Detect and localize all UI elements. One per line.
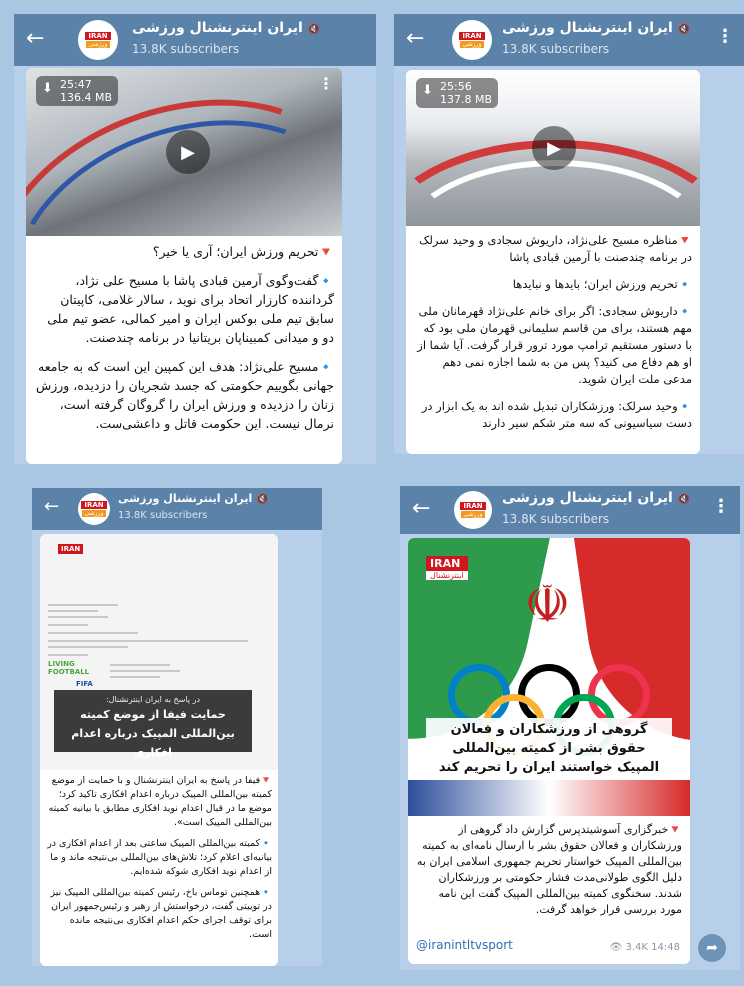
channel-title[interactable] <box>132 20 320 36</box>
channel-handle-link[interactable]: @iranintltvsport <box>416 938 513 952</box>
channel-avatar[interactable] <box>78 493 110 525</box>
mute-icon: 🔇 <box>677 494 691 505</box>
channel-avatar[interactable] <box>452 20 492 60</box>
message-paragraph: 🔹مسیح علی‌نژاد: هدف این کمپین این است که به جامعه جهانی بگوییم حکومتی که جسد شجریان را دزدیده، ورزش زنان را دزدیده و ورزش ایران را گروگان گرفته است، نرمال نیست. این حکومت قاتل و داعشی‌ست. <box>35 359 334 431</box>
message-paragraph: 🔹کمیته بین‌المللی المپیک ساعتی بعد از اعدام افکاری در بیانیه‌ای اعلام کرد؛ تلاش‌های بین‌المللی بی‌نتیجه ماند و ما از اعدام نوید افکاری شوکه شده‌ایم. <box>47 838 272 877</box>
download-icon[interactable]: ⬇ <box>42 81 53 96</box>
iran-logo-bottom: اینترنشنال <box>426 571 468 580</box>
doc-text-line <box>48 646 128 648</box>
olympic-news-image[interactable] <box>408 538 690 816</box>
back-arrow-icon[interactable]: ← <box>44 496 60 517</box>
doc-text-line <box>110 670 180 672</box>
panel-top-left <box>14 14 376 464</box>
video-duration: 25:56 <box>440 80 472 93</box>
video-size: 136.4 MB <box>60 91 113 104</box>
avatar-logo-text: IRAN <box>459 32 484 40</box>
channel-name: ایران اینترنشنال ورزشی <box>118 492 253 505</box>
banner-caption: در پاسخ به ایران اینترنشنال: <box>105 695 201 704</box>
video-size: 137.8 MB <box>440 93 493 106</box>
doc-text-line <box>110 676 160 678</box>
subscriber-count: 13.8K subscribers <box>118 510 208 521</box>
more-menu-icon[interactable]: ⋮ <box>716 26 734 47</box>
message-text <box>414 232 692 454</box>
chat-header <box>32 488 322 530</box>
message-paragraph: 🔻تحریم ورزش ایران؛ آری یا خیر؟ <box>152 244 334 259</box>
video-thumbnail[interactable] <box>406 70 700 226</box>
living-football-logo: LIVING FOOTBALL <box>48 660 90 676</box>
subscriber-count: 13.8K subscribers <box>132 42 240 56</box>
video-duration: 25:47 <box>60 78 92 91</box>
flag-white-band <box>408 780 690 816</box>
red-triangle-icon: 🔻 <box>677 233 692 247</box>
more-menu-icon[interactable]: ⋮ <box>712 496 730 517</box>
avatar-logo-subtext: ورزشی <box>461 511 486 518</box>
chat-header <box>400 486 740 534</box>
subscriber-count: 13.8K subscribers <box>502 42 610 56</box>
message-card <box>26 68 342 464</box>
avatar-logo-text: IRAN <box>81 501 106 509</box>
download-icon[interactable]: ⬇ <box>422 83 433 98</box>
chat-header <box>14 14 376 66</box>
doc-logo: IRAN <box>58 544 83 554</box>
avatar-logo-subtext: ورزشی <box>86 41 111 48</box>
channel-avatar[interactable] <box>78 20 118 60</box>
channel-title[interactable] <box>502 490 690 506</box>
doc-text-line <box>48 616 108 618</box>
blue-diamond-icon: 🔹 <box>260 887 272 898</box>
emblem-icon: ☫ <box>524 575 571 635</box>
doc-text-line <box>48 632 138 634</box>
image-headline: گروهی از ورزشکاران و فعالان حقوق بشر از کمیته بین‌المللی المپیک خواستند ایران را تحریم کند <box>426 718 672 779</box>
chat-header <box>394 14 744 66</box>
message-paragraph: 🔹همچنین توماس باخ، رئیس کمیته بین‌المللی المپیک نیز در توییتی گفت، درخواستش از رهبر و رئیس‌جمهور ایران برای توقف اجرای حکم اعدام افکاری بی‌نتیجه مانده است. <box>50 887 272 940</box>
back-arrow-icon[interactable]: ← <box>412 496 431 521</box>
doc-text-line <box>48 610 98 612</box>
blue-diamond-icon: 🔹 <box>260 838 272 849</box>
doc-banner <box>54 690 252 759</box>
blue-diamond-icon: 🔹 <box>677 304 692 318</box>
message-text <box>34 242 334 464</box>
iran-logo-top: IRAN <box>426 556 468 571</box>
video-thumbnail[interactable] <box>26 68 342 236</box>
doc-text-line <box>48 640 248 642</box>
panel-top-right <box>394 14 744 454</box>
doc-text-line <box>48 624 88 626</box>
message-card <box>406 70 700 454</box>
message-text <box>46 774 272 966</box>
channel-avatar[interactable] <box>454 491 492 529</box>
doc-text-line <box>48 654 88 656</box>
avatar-logo-subtext: ورزشی <box>82 510 107 517</box>
blue-diamond-icon: 🔹 <box>318 359 334 374</box>
red-triangle-icon: 🔻 <box>318 244 334 259</box>
play-icon[interactable]: ▶ <box>166 130 210 174</box>
message-paragraph: 🔹گفت‌وگوی آرمین قبادی پاشا با مسیح علی نژاد، گرداننده کارزار اتحاد برای نوید ، سالار غلامی، کاپیتان سابق تیم ملی بوکس ایران و امیر کمالی، عضو تیم ملی دو و میدانی کمبیناپان بریتانیا در برنامه چندصنت. <box>47 273 334 345</box>
channel-title[interactable] <box>502 20 690 36</box>
avatar-logo-subtext: ورزشی <box>460 41 485 48</box>
back-arrow-icon[interactable]: ← <box>26 26 45 51</box>
message-paragraph: 🔻خبرگزاری آسوشیتدپرس گزارش داد گروهی از ورزشکاران و فعالان حقوق بشر با ارسال نامه‌ای به کمیته بین‌المللی المپیک خواستار تحریم جمهوری اسلامی ایران به دلیل الگوی طولانی‌مدت فشار حکومتی بر ورزشکاران شدند. سخنگوی کمیته بین‌المللی المپیک گفت این نامه مورد بررسی قرار خواهد گرفت. <box>416 823 682 916</box>
doc-text-line <box>110 664 170 666</box>
video-menu-icon[interactable]: ⋮ <box>318 74 334 93</box>
blue-diamond-icon: 🔹 <box>677 277 692 291</box>
message-paragraph: 🔹وحید سرلک: ورزشکاران تبدیل شده اند به یک ابزار در دست سیاسیونی که سه متر شکم سیر دارند <box>421 399 692 430</box>
red-triangle-icon: 🔻 <box>668 823 682 836</box>
back-arrow-icon[interactable]: ← <box>406 26 425 51</box>
subscriber-count: 13.8K subscribers <box>502 512 610 526</box>
iran-logo <box>426 556 468 580</box>
doc-text-line <box>48 604 118 606</box>
message-meta <box>610 942 680 953</box>
message-card <box>408 538 690 964</box>
document-image[interactable] <box>40 534 278 770</box>
forward-icon[interactable]: ➦ <box>698 934 726 962</box>
mute-icon: 🔇 <box>677 24 691 35</box>
message-text <box>416 822 682 932</box>
red-triangle-icon: 🔻 <box>260 775 272 786</box>
video-info-badge[interactable] <box>416 78 498 108</box>
blue-diamond-icon: 🔹 <box>318 273 334 288</box>
mute-icon: 🔇 <box>307 24 321 35</box>
mute-icon: 🔇 <box>256 494 269 505</box>
message-card <box>40 534 278 966</box>
video-info-badge[interactable] <box>36 76 118 106</box>
channel-title[interactable] <box>118 492 269 505</box>
channel-name: ایران اینترنشنال ورزشی <box>132 20 303 36</box>
message-time: 14:48 <box>651 942 680 953</box>
view-count: 3.4K <box>625 942 648 953</box>
panel-bottom-right <box>400 486 740 970</box>
channel-name: ایران اینترنشنال ورزشی <box>502 20 673 36</box>
banner-title: حمایت فیفا از موضع کمیته بین‌المللی المپیک درباره اعدام افکاری <box>71 708 235 759</box>
message-paragraph: 🔹داریوش سجادی: اگر برای خانم علی‌نژاد قهرمانان ملی مهم هستند، برای من قاسم سلیمانی قهرمان ملی بود که با دستور مستقیم ترامپ مورد ترور قرار گرفت. آیا شما از او هم دفاع می کنید؟ پس من به شما اجازه نمی دهم مدعی ملت ایران شوید. <box>417 304 692 386</box>
avatar-logo-text: IRAN <box>460 502 485 510</box>
channel-name: ایران اینترنشنال ورزشی <box>502 490 673 506</box>
panel-bottom-left <box>32 488 322 966</box>
fifa-logo: FIFA <box>76 680 93 688</box>
avatar-logo-text: IRAN <box>85 32 110 40</box>
views-icon: 👁 <box>609 942 623 953</box>
blue-diamond-icon: 🔹 <box>677 399 692 413</box>
message-paragraph: 🔻فیفا در پاسخ به ایران اینترنشنال و با حمایت از موضع کمیته بین‌المللی المپیک درباره اعدام افکاری تاکید کرد؛ موضع ما در قبال اعدام نوید افکاری مطابق با بیانیه کمیته بین‌المللی المپیک است». <box>48 775 272 828</box>
message-paragraph: 🔻مناظره مسیح علی‌نژاد، داریوش سجادی و وحید سرلک در برنامه چندصنت با آرمین قبادی پاشا <box>419 233 692 264</box>
message-paragraph: 🔹تحریم ورزش ایران؛ بایدها و نبایدها <box>512 277 692 291</box>
play-icon[interactable]: ▶ <box>532 126 576 170</box>
